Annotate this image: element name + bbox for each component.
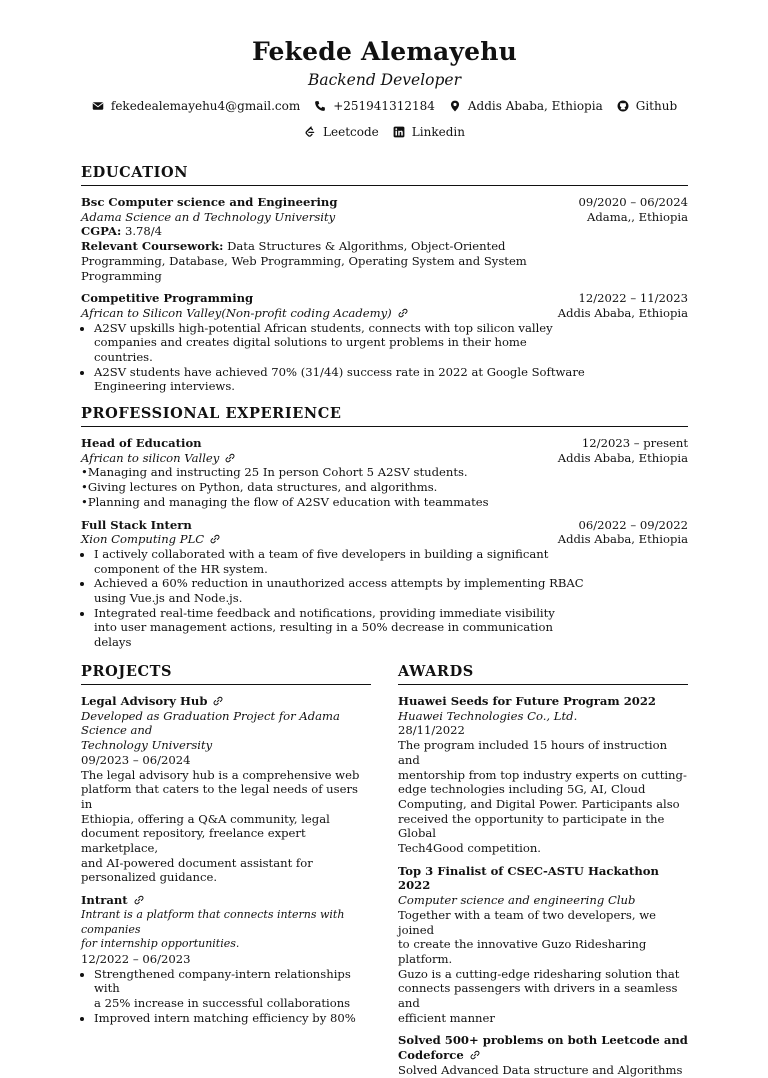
link-icon[interactable]: [134, 895, 144, 905]
award-org: Huawei Technologies Co., Ltd.: [398, 708, 578, 723]
project-subtitle: for internship opportunities.: [81, 937, 240, 951]
coursework-label: Relevant Coursework:: [81, 239, 224, 254]
award-name: Top 3 Finalist of CSEC-ASTU Hackathon 2022: [398, 863, 659, 893]
project-subtitle: Intrant is a platform that connects interns with companies: [81, 907, 345, 936]
project-dates: 12/2022 – 06/2023: [81, 951, 191, 966]
coursework-line: Data Structures & Algorithms, Object-Oriented: [223, 239, 506, 254]
link-icon[interactable]: [213, 696, 223, 706]
awards-section: [398, 662, 688, 1078]
cp-location: Addis Ababa, Ethiopia: [557, 305, 688, 320]
github-link[interactable]: [617, 98, 677, 114]
linkedin-link[interactable]: [393, 124, 465, 140]
hoe-org: African to silicon Valley: [81, 450, 220, 465]
project-desc: platform that caters to the legal needs of users in: [81, 782, 358, 811]
award-desc: received the opportunity to participate in the Global: [398, 811, 665, 841]
hoe-role: Head of Education: [81, 436, 202, 450]
award-desc: Together with a team of two developers, we joined: [398, 907, 656, 937]
project-dates: 09/2023 – 06/2024: [81, 752, 191, 767]
intrant-bullets: [81, 967, 371, 1026]
list-item: • Integrated real-time feedback and notifications, providing immediate visibility into user management actions, resulting in a 50% decrease in communication delays: [94, 606, 688, 650]
cp-name: Competitive Programming: [81, 291, 254, 306]
award-desc: Solved Advanced Data structure and Algorithms: [398, 1062, 683, 1077]
list-item: • A2SV students have achieved 70% (31/44) success rate in 2022 at Google Software Engineering interviews.: [94, 365, 688, 394]
award-desc: Guzo is a cutting-edge ridesharing solution that: [398, 966, 680, 981]
project-name: Intrant: [81, 893, 128, 908]
fsi-dates: 06/2022 – 09/2022: [578, 517, 688, 532]
resume-page: [81, 36, 688, 1077]
award-desc: Tech4Good competition.: [398, 841, 541, 856]
award-name: Codeforce: [398, 1048, 464, 1063]
cp-dates: 12/2022 – 11/2023: [578, 291, 688, 306]
cgpa-value: 3.78/4: [121, 224, 163, 239]
education-degree-entry: [81, 195, 688, 283]
education-title: EDUCATION: [81, 163, 688, 186]
phone-link[interactable]: [314, 98, 435, 114]
award-date: 28/11/2022: [398, 723, 465, 738]
list-item: • Strengthened company-intern relationships with a 25% increase in successful collaborations: [94, 967, 371, 1011]
resume-role: Backend Developer: [307, 71, 462, 89]
fsi-role: Full Stack Intern: [81, 517, 192, 532]
cp-org: African to Silicon Valley(Non-profit coding Academy): [81, 305, 392, 320]
project-desc: personalized guidance.: [81, 870, 218, 885]
linkedin-icon: [393, 126, 405, 138]
map-pin-icon: [449, 100, 461, 112]
award-desc: to create the innovative Guzo Ridesharing platform.: [398, 937, 647, 966]
legal-advisory-hub-entry: [81, 694, 371, 885]
github-icon: [617, 100, 629, 112]
list-item: • Achieved a 60% reduction in unauthorized access attempts by implementing RBAC using Vue.js and Node.js.: [94, 576, 688, 605]
project-desc: and AI-powered document assistant for: [81, 855, 313, 870]
leetcode-text: Leetcode: [323, 125, 379, 139]
award-desc: mentorship from top industry experts on cutting-: [398, 767, 687, 782]
two-column-section: [81, 662, 688, 1077]
award-desc: efficient manner: [398, 1010, 495, 1025]
degree-dates: 09/2020 – 06/2024: [578, 195, 688, 209]
degree-location: Adama,, Ethiopia: [587, 209, 688, 224]
leetcode-link[interactable]: [304, 124, 379, 140]
link-icon[interactable]: [398, 308, 408, 318]
github-text: Github: [635, 99, 678, 113]
award-desc: connects passengers with drivers in a seamless and: [398, 981, 678, 1011]
fsi-bullets: [81, 547, 688, 650]
list-item: • I actively collaborated with a team of five developers in building a significant component of the HR system.: [94, 547, 688, 576]
cgpa-label: CGPA:: [81, 224, 122, 239]
location-item: [449, 98, 603, 114]
project-desc: document repository, freelance expert marketplace,: [81, 826, 306, 856]
experience-section: [81, 404, 688, 650]
hoe-line: •Planning and managing the flow of A2SV education with teammates: [81, 494, 489, 509]
contact-row: [81, 98, 688, 114]
hoe-dates: 12/2023 – present: [581, 436, 688, 450]
huawei-award-entry: [398, 694, 688, 856]
competitive-programming-entry: [81, 291, 688, 394]
link-icon[interactable]: [470, 1050, 480, 1060]
project-subtitle: Developed as Graduation Project for Adama Science and: [81, 708, 340, 738]
award-desc: Computing, and Digital Power. Participants also: [398, 796, 680, 811]
link-icon[interactable]: [225, 453, 235, 463]
projects-section: [81, 662, 371, 1025]
project-subtitle: Technology University: [81, 738, 213, 753]
coursework-line: Programming: [81, 268, 162, 283]
hoe-location: Addis Ababa, Ethiopia: [557, 450, 688, 465]
csec-award-entry: [398, 864, 688, 1026]
contact-row-2: [81, 124, 688, 140]
education-section: [81, 163, 688, 394]
projects-title: PROJECTS: [81, 662, 371, 685]
leetcode-icon: [304, 126, 316, 138]
award-org: Computer science and engineering Club: [398, 893, 636, 908]
degree-name: Bsc Computer science and Engineering: [81, 195, 338, 209]
link-icon[interactable]: [210, 534, 220, 544]
award-desc: edge technologies including 5G, AI, Cloud: [398, 782, 646, 797]
degree-school: Adama Science an d Technology University: [81, 209, 336, 224]
envelope-icon: [92, 100, 104, 112]
email-text: fekedealemayehu4@gmail.com: [110, 99, 301, 113]
resume-name: Fekede Alemayehu: [251, 37, 518, 66]
linkedin-text: Linkedin: [411, 125, 465, 139]
coursework-line: Programming, Database, Web Programming, Operating System and System: [81, 253, 527, 268]
hoe-line: •Giving lectures on Python, data structures, and algorithms.: [81, 480, 438, 495]
email-link[interactable]: [92, 98, 300, 114]
head-of-education-entry: [81, 436, 688, 510]
hoe-line: •Managing and instructing 25 In person Cohort 5 A2SV students.: [81, 465, 468, 480]
experience-title: PROFESSIONAL EXPERIENCE: [81, 404, 688, 427]
awards-title: AWARDS: [398, 662, 688, 685]
award-name: Huawei Seeds for Future Program 2022: [398, 694, 656, 708]
solved-problems-entry: [398, 1033, 688, 1077]
project-desc: Ethiopia, offering a Q&A community, legal: [81, 811, 330, 826]
full-stack-intern-entry: [81, 518, 688, 650]
fsi-location: Addis Ababa, Ethiopia: [557, 532, 688, 547]
intrant-entry: [81, 893, 371, 1025]
award-name: Solved 500+ problems on both Leetcode and: [398, 1033, 688, 1048]
phone-icon: [314, 100, 326, 112]
phone-text: +251941312184: [333, 99, 435, 113]
award-desc: The program included 15 hours of instruction and: [398, 738, 668, 767]
project-desc: The legal advisory hub is a comprehensive web: [81, 767, 360, 782]
fsi-org: Xion Computing PLC: [81, 532, 205, 547]
cp-bullets: [81, 321, 688, 395]
list-item: • A2SV upskills high-potential African students, connects with top silicon valley companies and creates digital solutions to urgent problems in their home countries.: [94, 321, 688, 365]
list-item: • Improved intern matching efficiency by 80%: [94, 1011, 371, 1026]
location-text: Addis Ababa, Ethiopia: [467, 99, 603, 113]
project-name: Legal Advisory Hub: [81, 694, 208, 708]
